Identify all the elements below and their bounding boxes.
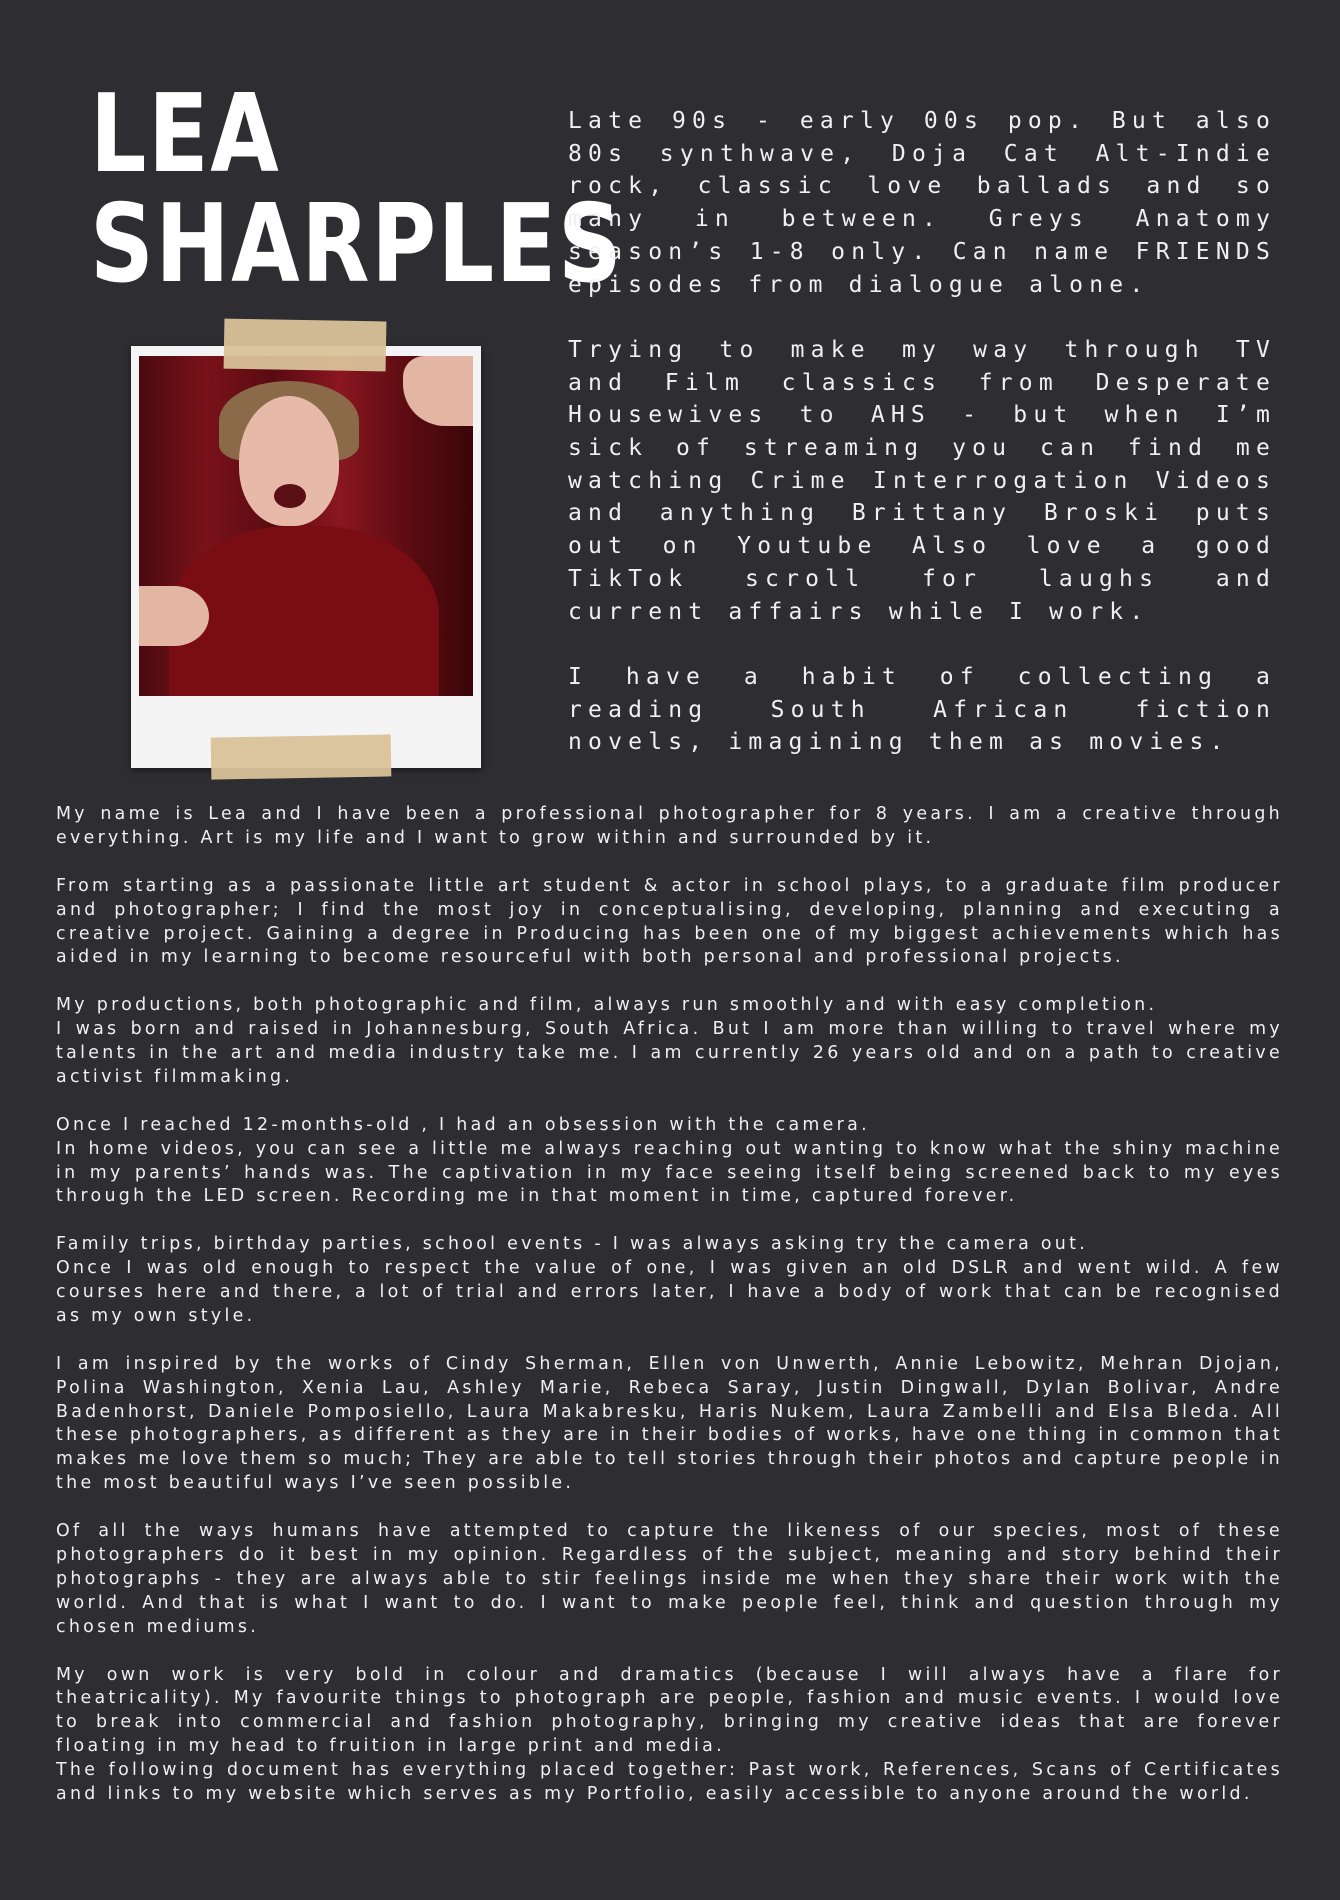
bio-paragraph: [56, 1233, 1283, 1329]
bio-line: My productions, both photographic and film, always run smoothly and with easy completion.: [56, 995, 1158, 1016]
photo-figure-hand-left: [139, 586, 209, 646]
photo-figure-mouth: [274, 484, 306, 508]
bio-paragraph: From starting as a passionate little art student & actor in school plays, to a graduate film producer and photographer; I find the most joy in conceptualising, developing, planning and executing a creative project. Gaining a degree in Producing has been one of my biggest achievements which has aided in my learning to become resourceful with both personal and professional projects.: [56, 875, 1283, 968]
intro-column: [568, 105, 1276, 792]
title-first-name: LEA: [90, 72, 281, 197]
bio-section: [56, 803, 1283, 1831]
bio-line: I was born and raised in Johannesburg, South Africa. But I am more than willing to travel where my talents in the art and media industry take me. I am currently 26 years old and on a path to creative activist filmmaking.: [56, 1019, 1283, 1087]
polaroid-photo-frame: [131, 346, 481, 768]
intro-paragraph: Late 90s - early 00s pop. But also 80s synthwave, Doja Cat Alt-Indie rock, classic love ballads and so many in between. Greys Anatomy season’s 1-8 only. Can name FRIENDS episodes from dialogue alone.: [568, 108, 1276, 298]
tape-top: [224, 319, 387, 372]
intro-paragraph: Trying to make my way through TV and Film classics from Desperate Housewives to AHS - but when I’m sick of streaming you can find me watching Crime Interrogation Videos and anything Brittany Broski puts out on Youtube Also love a good TikTok scroll for laughs and current affairs while I work.: [568, 336, 1276, 625]
bio-paragraph: Of all the ways humans have attempted to capture the likeness of our species, most of these photographers do it best in my opinion. Regardless of the subject, meaning and story behind their photographs - they are always able to stir feelings inside me when they share their work with the world. And that is what I want to do. I want to make people feel, think and question through my chosen mediums.: [56, 1521, 1283, 1637]
title-last-name: SHARPLES: [90, 182, 624, 307]
bio-paragraph: [56, 1664, 1283, 1807]
bio-line: In home videos, you can see a little me always reaching out wanting to know what the shiny machine in my parents’ hands was. The captivation in my face seeing itself being screened back to my eyes through the LED screen. Recording me in that moment in time, captured forever.: [56, 1138, 1283, 1207]
bio-line: Once I was old enough to respect the value of one, I was given an old DSLR and went wild. A few courses here and there, a lot of trial and errors later, I have a body of work that can be recognised as my own style.: [56, 1258, 1283, 1326]
bio-line: My own work is very bold in colour and dramatics (because I will always have a flare for theatricality). My favourite things to photograph are people, fashion and music events. I would love to break into commercial and fashion photography, bringing my creative ideas that are forever floating in my head to fruition in large print and media.: [56, 1664, 1283, 1757]
bio-paragraph: I am inspired by the works of Cindy Sherman, Ellen von Unwerth, Annie Lebowitz, Mehran Djojan, Polina Washington, Xenia Lau, Ashley Marie, Rebeca Saray, Justin Dingwall, Dylan Bolivar, Andre Badenhorst, Daniele Pomposiello, Laura Makabresku, Haris Nukem, Laura Zambelli and Elsa Bleda. All these photographers, as different as they are in their bodies of works, have one thing in common that makes me love them so much; They are able to tell stories through their photos and capture people in the most beautiful ways I’ve seen possible.: [56, 1353, 1283, 1494]
portrait-photo: [139, 356, 473, 696]
page-title: [90, 72, 624, 307]
bio-line: Family trips, birthday parties, school events - I was always asking try the camera out.: [56, 1234, 1089, 1255]
bio-paragraph: [56, 1114, 1283, 1210]
intro-paragraph: I have a habit of collecting a reading South African fiction novels, imagining them as movies.: [568, 663, 1276, 756]
tape-bottom: [211, 734, 392, 779]
bio-paragraph: My name is Lea and I have been a professional photographer for 8 years. I am a creative through everything. Art is my life and I want to grow within and surrounded by it.: [56, 804, 1283, 848]
photo-figure-hand: [403, 356, 473, 426]
bio-line: Once I reached 12-months-old , I had an obsession with the camera.: [56, 1114, 870, 1135]
bio-paragraph: [56, 994, 1283, 1090]
bio-line: The following document has everything placed together: Past work, References, Scans of Certificates and links to my website which serves as my Portfolio, easily accessible to anyone around the world.: [56, 1760, 1283, 1805]
photo-figure-body: [169, 526, 439, 696]
